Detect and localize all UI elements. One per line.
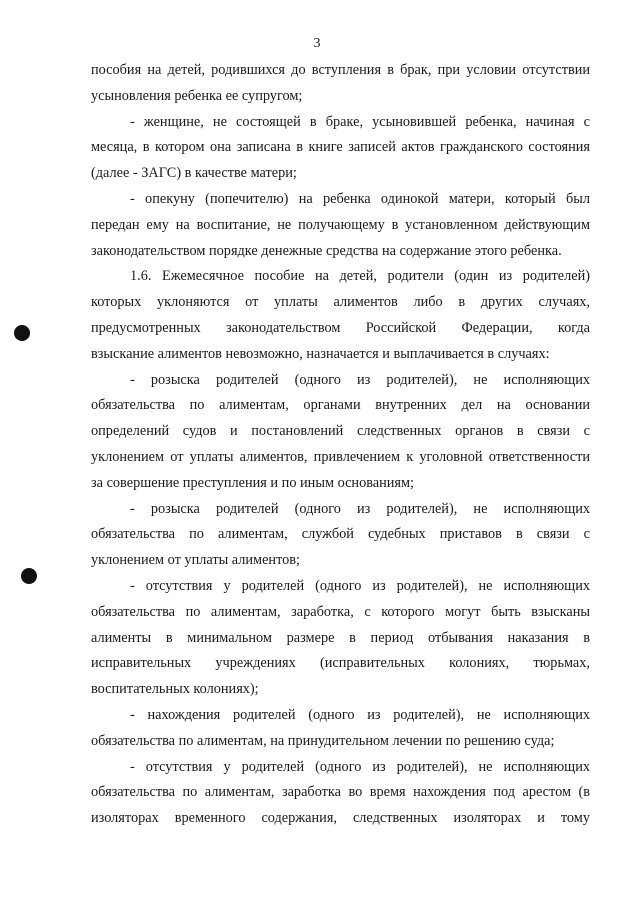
- text-line: которых уклоняются от уплаты алиментов либо в других случаях,: [91, 294, 590, 311]
- text-line: обязательства по алиментам, заработка, с которого могут быть взысканы: [91, 603, 590, 620]
- text-line: алименты в минимальном размере в период отбывания наказания в: [91, 629, 590, 646]
- text-line: изоляторах временного содержания, следственных изоляторах и тому: [91, 810, 590, 827]
- paragraph: [91, 574, 590, 703]
- text-line: взыскание алиментов невозможно, назначается и выплачивается в случаях:: [91, 345, 550, 362]
- text-line: (далее - ЗАГС) в качестве матери;: [91, 165, 297, 182]
- text-line: 1.6. Ежемесячное пособие на детей, родители (один из родителей): [130, 268, 590, 285]
- text-line: передан ему на воспитание, не получающему в установленном действующим: [91, 216, 590, 233]
- text-line: уклонением от уплаты алиментов, привлечением к уголовной ответственности: [91, 448, 590, 465]
- text-line: - нахождения родителей (одного из родителей), не исполняющих: [130, 706, 590, 723]
- text-line: - женщине, не состоящей в браке, усыновившей ребенка, начиная с: [130, 113, 590, 130]
- paragraph: [91, 58, 590, 110]
- text-line: предусмотренных законодательством Российской Федерации, когда: [91, 319, 590, 336]
- text-line: месяца, в котором она записана в книге записей актов гражданского состояния: [91, 139, 590, 156]
- text-line: воспитательных колониях);: [91, 681, 259, 698]
- text-line: - отсутствия у родителей (одного из родителей), не исполняющих: [130, 577, 590, 594]
- punch-hole-mark: [21, 568, 37, 584]
- text-line: - отсутствия у родителей (одного из родителей), не исполняющих: [130, 758, 590, 775]
- text-line: - розыска родителей (одного из родителей), не исполняющих: [130, 371, 590, 388]
- paragraph: [91, 755, 590, 832]
- text-line: законодательством порядке денежные средства на содержание этого ребенка.: [91, 242, 562, 259]
- text-line: усыновления ребенка ее супругом;: [91, 87, 303, 104]
- paragraph: [91, 110, 590, 187]
- paragraph: [91, 368, 590, 497]
- paragraph: [91, 264, 590, 367]
- paragraph: [91, 703, 590, 755]
- document-body: [91, 58, 590, 832]
- text-line: - розыска родителей (одного из родителей), не исполняющих: [130, 500, 590, 517]
- text-line: определений судов и постановлений следственных органов в связи с: [91, 423, 590, 440]
- text-line: исправительных учреждениях (исправительных колониях, тюрьмах,: [91, 655, 590, 672]
- text-line: за совершение преступления и по иным основаниям;: [91, 474, 415, 491]
- text-line: пособия на детей, родившихся до вступления в брак, при условии отсутствии: [91, 62, 590, 78]
- text-line: обязательства по алиментам, на принудительном лечении по решению суда;: [91, 732, 555, 749]
- punch-hole-mark: [14, 325, 30, 341]
- text-line: обязательства по алиментам, заработка во время нахождения под арестом (в: [91, 784, 590, 801]
- page-number: 3: [313, 36, 321, 51]
- paragraph: [91, 497, 590, 574]
- paragraph: [91, 187, 590, 264]
- text-line: обязательства по алиментам, службой судебных приставов в связи с: [91, 526, 590, 543]
- text-line: - опекуну (попечителю) на ребенка одинокой матери, который был: [130, 190, 590, 207]
- text-line: обязательства по алиментам, органами внутренних дел на основании: [91, 397, 590, 414]
- text-line: уклонением от уплаты алиментов;: [91, 552, 300, 569]
